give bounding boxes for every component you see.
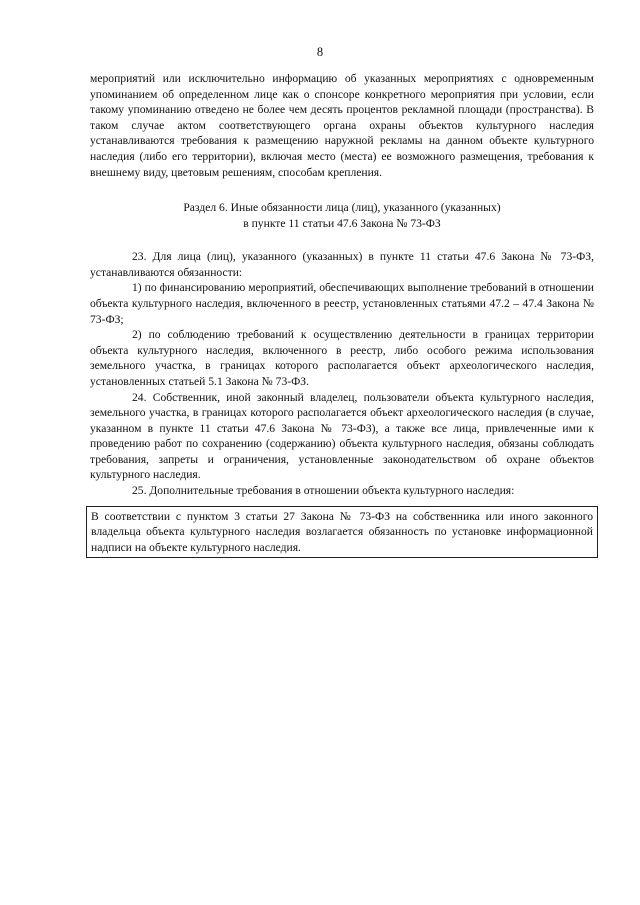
page-number: 8: [316, 45, 324, 59]
paragraph-23: 23. Для лица (лиц), указанного (указанных) в пункте 11 статьи 47.6 Закона № 73-ФЗ, устанавливаются обязанности:: [90, 250, 594, 279]
section-title: [90, 200, 594, 232]
paragraph-24: 24. Собственник, иной законный владелец, пользователи объекта культурного наследия, земельного участка, в границах которого располагается объект археологического наследия (в случае, указанном в пункте 11 статьи 47.6 Закона № 73-ФЗ), а также все лица, привлеченные ими к проведению работ по сохранению (содержанию) объекта культурного наследия, обязаны соблюдать требования, запреты и ограничения, установленные законодательством об охране объектов культурного наследия.: [90, 390, 594, 482]
document-body: [90, 71, 594, 558]
additional-requirements-box: В соответствии с пунктом 3 статьи 27 Закона № 73-ФЗ на собственника или иного законного владельца объекта культурного наследия возлагается обязанность по установке информационной надписи на объекте культурного наследия.: [86, 506, 598, 559]
paragraph-25: 25. Дополнительные требования в отношении объекта культурного наследия:: [132, 484, 515, 498]
section-title-line-1: Раздел 6. Иные обязанности лица (лиц), указанного (указанных): [183, 201, 501, 215]
paragraph-continuation: мероприятий или исключительно информацию об указанных мероприятиях с одновременным упоминанием об определенном лице как о спонсоре конкретного мероприятия при условии, если такому упоминанию отведено не более чем десять процентов рекламной площади (пространства). В таком случае актом соответствующего органа охраны объектов культурного наследия устанавливаются требования к размещению наружной рекламы на данном объекте культурного наследия (либо его территории), включая место (места) ее возможного размещения, требования к внешнему виду, цветовым решениям, способам крепления.: [90, 72, 594, 179]
section-title-line-2: в пункте 11 статьи 47.6 Закона № 73-ФЗ: [243, 217, 441, 231]
paragraph-23-item-1: 1) по финансированию мероприятий, обеспечивающих выполнение требований в отношении объекта культурного наследия, включенного в реестр, установленных статьями 47.2 – 47.4 Закона № 73-ФЗ;: [90, 281, 594, 326]
paragraph-23-item-2: 2) по соблюдению требований к осуществлению деятельности в границах территории объекта культурного наследия, включенного в реестр, либо особого режима использования земельного участка, в границах которого располагается объект археологического наследия, установленных статьей 5.1 Закона № 73-ФЗ.: [90, 328, 594, 388]
